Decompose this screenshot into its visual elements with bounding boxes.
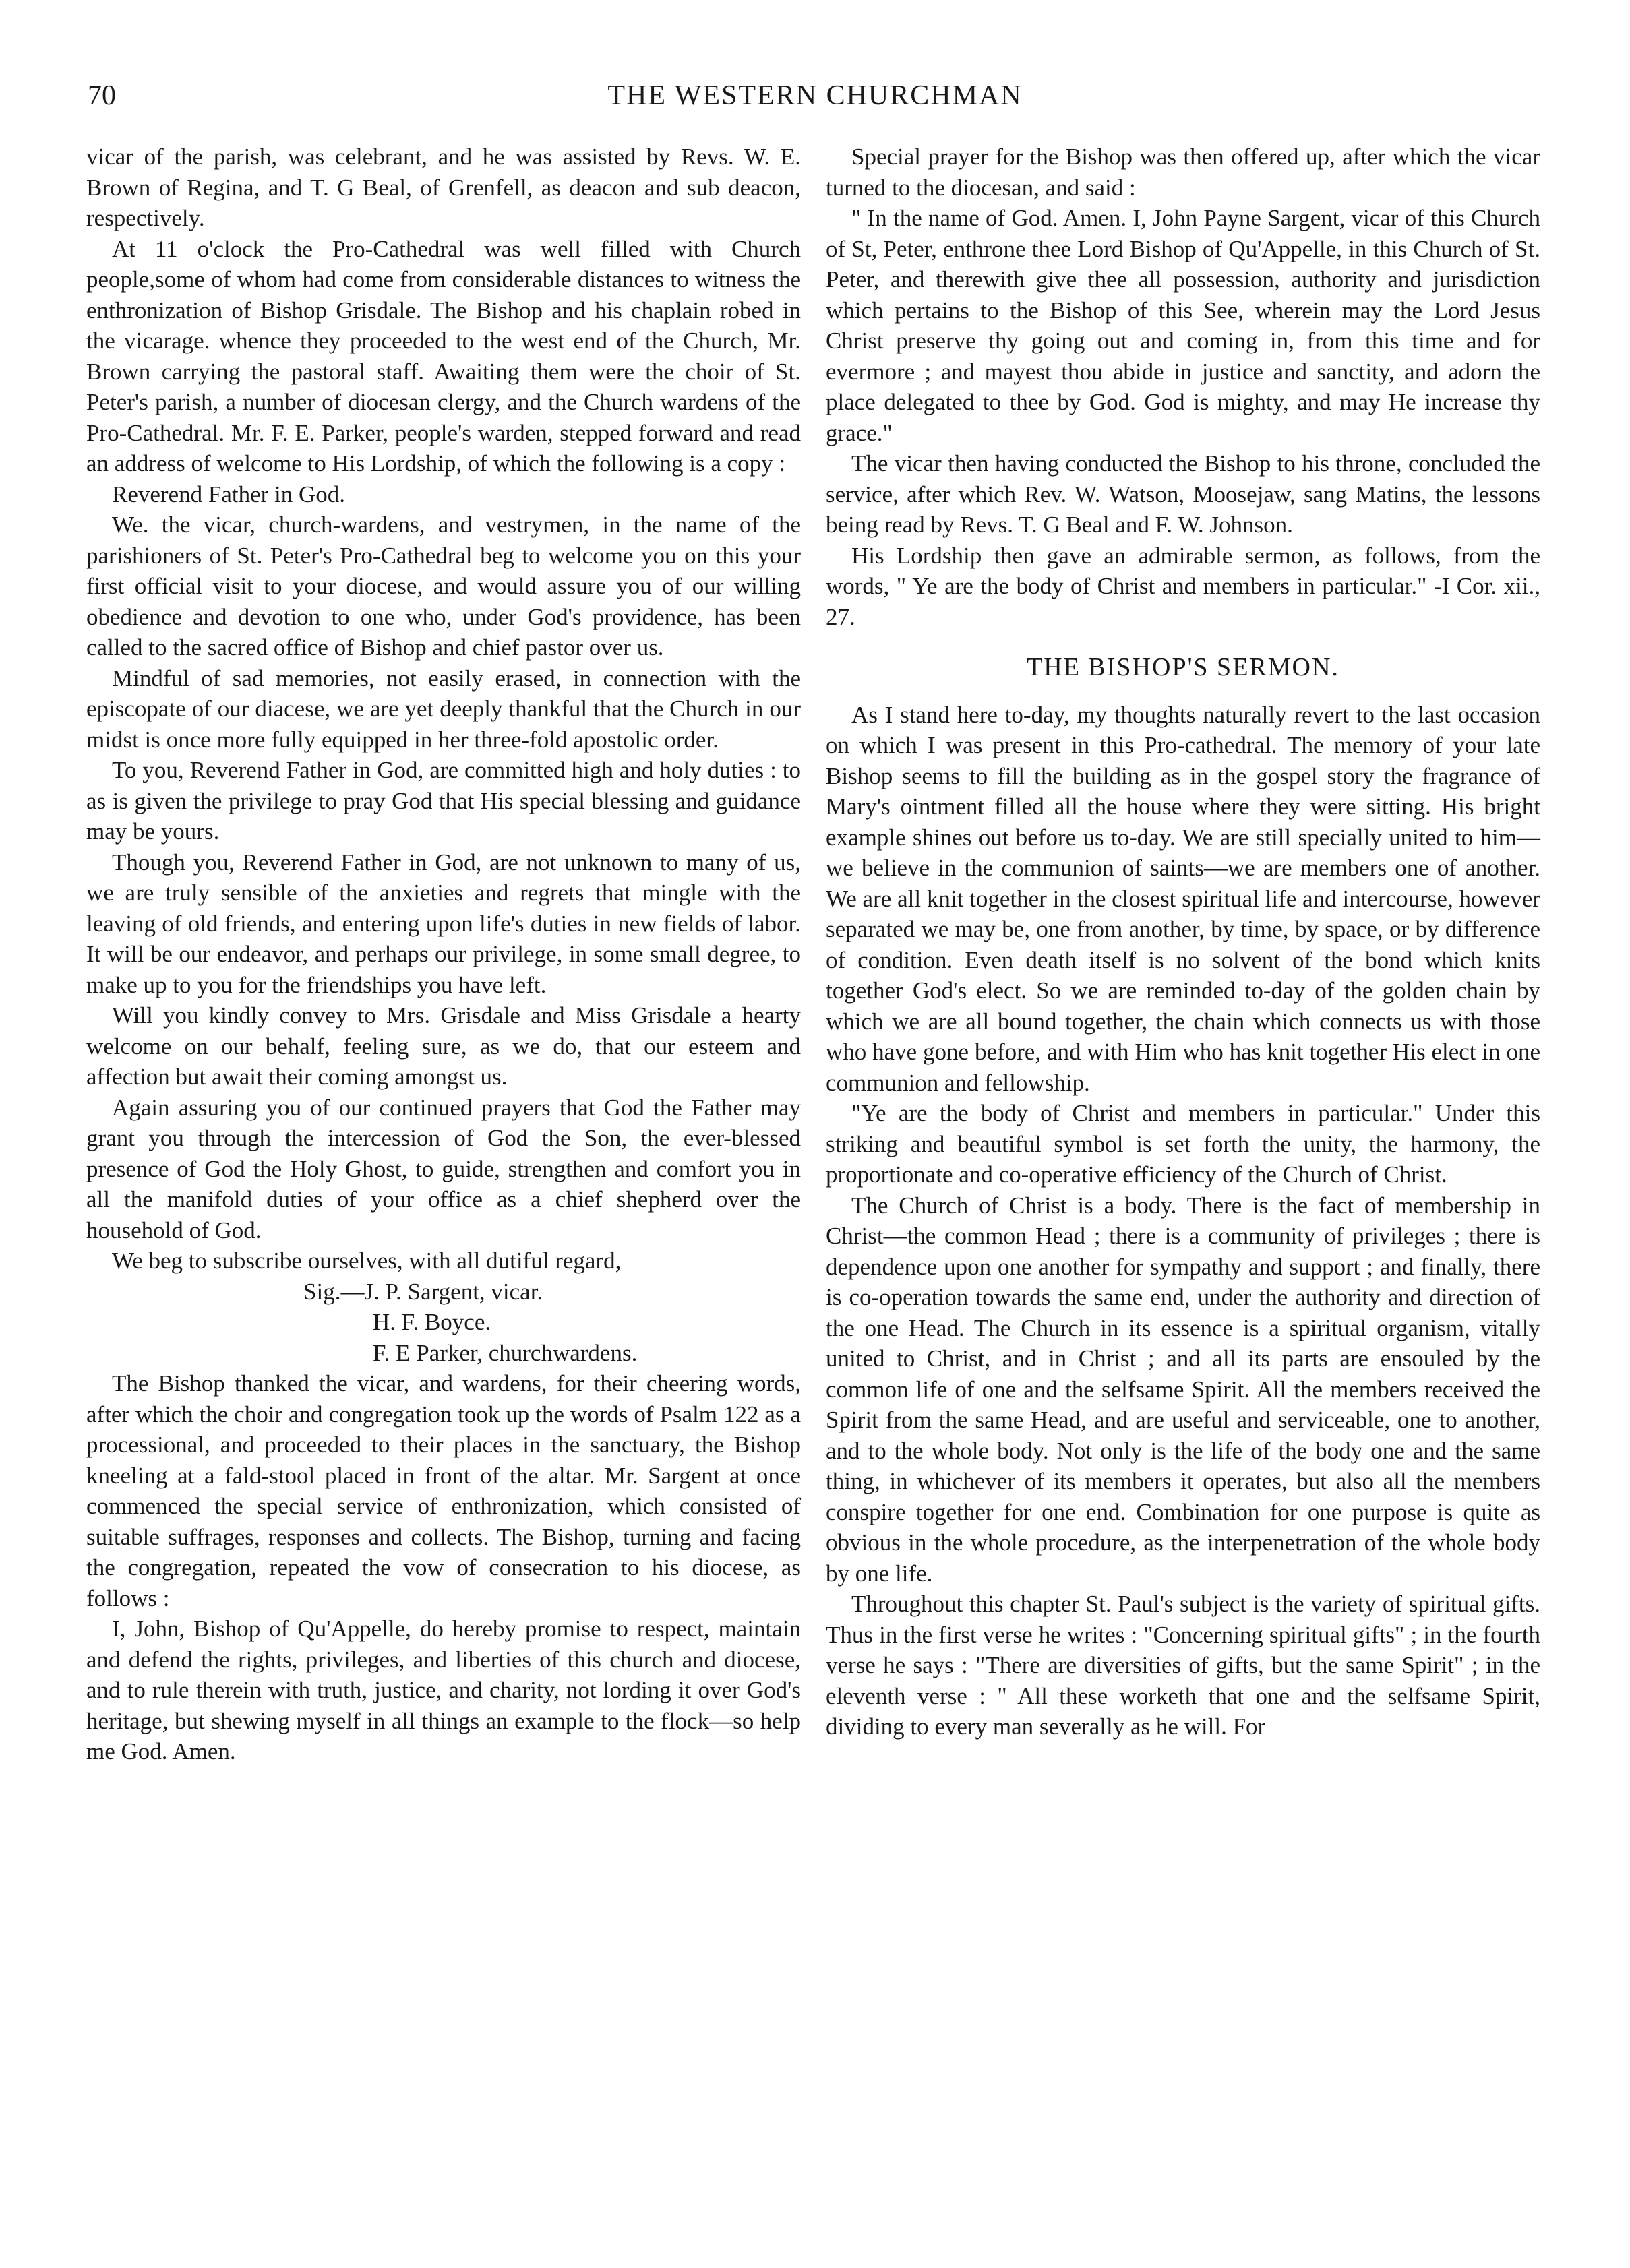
paragraph: His Lordship then gave an admirable sermon, as follows, from the words, " Ye are the body of Christ and members in particular." -I Cor. xii., 27. — [826, 542, 1540, 630]
section-title: THE BISHOP'S SERMON. — [1027, 653, 1339, 681]
paragraph: Special prayer for the Bishop was then offered up, after which the vicar turned to the diocesan, and said : — [826, 144, 1540, 201]
paragraph: vicar of the parish, was celebrant, and he was assisted by Revs. W. E. Brown of Regina, and T. G Beal, of Grenfell, as deacon and sub deacon, respectively. — [86, 144, 801, 231]
paragraph: The Church of Christ is a body. There is the fact of membership in Christ—the common Head ; there is a community of privileges ; there is dependence upon one another for sympathy and support ; and finally, there is co-operation towards the same end, under the authority and direction of the one Head. The Church in its essence is a spiritual organism, vitally united to Christ, and in Christ ; and all its parts are ensouled by the common life of one and the selfsame Spirit. All the members received the Spirit from the same Head, and are useful and serviceable, one to another, and to the whole body. Not only is the life of the body one and the same thing, in whichever of its members it operates, but also all the members conspire together for one end. Combination for one purpose is quite as obvious in the whole procedure, as the interpenetration of the whole body by one life. — [826, 1192, 1540, 1587]
paragraph: "Ye are the body of Christ and members in particular." Under this striking and beautiful symbol is set forth the unity, the harmony, the proportionate and co-operative efficiency of the Church of Christ. — [826, 1100, 1540, 1188]
paragraph: The vicar then having conducted the Bishop to his throne, concluded the service, after which Rev. W. Watson, Moosejaw, sang Matins, the lessons being read by Revs. T. G Beal and F. W. Johnson. — [826, 450, 1540, 538]
paragraph: As I stand here to-day, my thoughts naturally revert to the last occasion on which I was present in this Pro-cathedral. The memory of your late Bishop seems to fill the building as in the gospel story the fragrance of Mary's ointment filled all the house where they were sitting. His bright example shines out before us to-day. We are still specially united to him—we believe in the communion of saints—we are members one of another. We are all knit together in the closest spiritual life and intercourse, however separated we may be, one from another, by time, by space, or by difference of condition. Even death itself is no solvent of the bond which knits together God's elect. So we are reminded to-day of the golden chain by which we are all bound together, the chain which connects us with those who have gone before, and with Him who has knit together His elect in one communion and fellowship. — [826, 701, 1540, 1096]
paragraph: To you, Reverend Father in God, are committed high and holy duties : to as is given the privilege to pray God that His special blessing and guidance may be yours. — [86, 757, 801, 845]
paragraph: At 11 o'clock the Pro-Cathedral was well filled with Church people,some of whom had come from considerable distances to witness the enthronization of Bishop Grisdale. The Bishop and his chaplain robed in the vicarage. whence they proceeded to the west end of the Church, Mr. Brown carrying the pastoral staff. Awaiting them were the choir of St. Peter's parish, a number of diocesan clergy, and the Church wardens of the Pro-Cathedral. Mr. F. E. Parker, people's warden, stepped forward and read an address of welcome to His Lordship, of which the following is a copy : — [86, 235, 801, 477]
signature-block — [86, 1277, 801, 1369]
paragraph: Reverend Father in God. — [112, 481, 346, 508]
signature-line: H. F. Boyce. — [373, 1309, 491, 1335]
paragraph: Again assuring you of our continued prayers that God the Father may grant you through the intercession of God the Son, the ever-blessed presence of God the Holy Ghost, to guide, strengthen and comfort you in all the manifold duties of your office as a chief shepherd over the household of God. — [86, 1094, 801, 1244]
signature-line: F. E Parker, churchwardens. — [373, 1339, 638, 1366]
paragraph: We beg to subscribe ourselves, with all dutiful regard, — [112, 1248, 622, 1274]
paragraph: The Bishop thanked the vicar, and wardens, for their cheering words, after which the choir and congregation took up the words of Psalm 122 as a processional, and proceeded to their places in the sanctuary, the Bishop kneeling at a fald-stool placed in front of the altar. Mr. Sargent at once commenced the special service of enthronization, which consisted of suitable suffrages, responses and collects. The Bishop, turning and facing the congregation, repeated the vow of consecration to his diocese, as follows : — [86, 1370, 801, 1612]
paragraph: Mindful of sad memories, not easily erased, in connection with the episcopate of our diacese, we are yet deeply thankful that the Church in our midst is once more fully equipped in her three-fold apostolic order. — [86, 665, 801, 753]
paragraph: Though you, Reverend Father in God, are not unknown to many of us, we are truly sensible of the anxieties and regrets that mingle with the leaving of old friends, and entering upon life's duties in new fields of labor. It will be our endeavor, and perhaps our privilege, in some small degree, to make up to you for the friendships you have left. — [86, 849, 801, 998]
page-header — [0, 80, 1630, 127]
left-column — [86, 142, 801, 1767]
paragraph: We. the vicar, church-wardens, and vestrymen, in the name of the parishioners of St. Peter's Pro-Cathedral beg to welcome you on this your first official visit to your diocese, and would assure you of our willing obedience and devotion to one who, under God's providence, has been called to the sacred office of Bishop and chief pastor over us. — [86, 512, 801, 661]
paragraph: Will you kindly convey to Mrs. Grisdale and Miss Grisdale a hearty welcome on our behalf, feeling sure, as we do, that our esteem and affection but await their coming amongst us. — [86, 1002, 801, 1090]
signature-line: Sig.—J. P. Sargent, vicar. — [303, 1278, 543, 1305]
page-number: 70 — [88, 80, 116, 111]
right-column — [826, 142, 1540, 1742]
running-title: THE WESTERN CHURCHMAN — [607, 80, 1023, 111]
paragraph: I, John, Bishop of Qu'Appelle, do hereby promise to respect, maintain and defend the rights, privileges, and liberties of this church and diocese, and to rule therein with truth, justice, and charity, not lording it over God's heritage, but shewing myself in all things an example to the flock—so help me God. Amen. — [86, 1616, 801, 1765]
paragraph: Throughout this chapter St. Paul's subject is the variety of spiritual gifts. Thus in the first verse he writes : "Concerning spiritual gifts" ; in the fourth verse he says : "There are diversities of gifts, but the same Spirit" ; in the eleventh verse : " All these worketh that one and the selfsame Spirit, dividing to every man severally as he will. For — [826, 1591, 1540, 1740]
paragraph: " In the name of God. Amen. I, John Payne Sargent, vicar of this Church of St, Peter, enthrone thee Lord Bishop of Qu'Appelle, in this Church of St. Peter, and therewith give thee all possession, authority and jurisdiction which pertains to the Bishop of this See, wherein may the Lord Jesus Christ preserve thy going out and coming in, from this time and for evermore ; and mayest thou abide in justice and sanctity, and adorn the place delegated to thee by God. God is mighty, and may He increase thy grace." — [826, 205, 1540, 446]
